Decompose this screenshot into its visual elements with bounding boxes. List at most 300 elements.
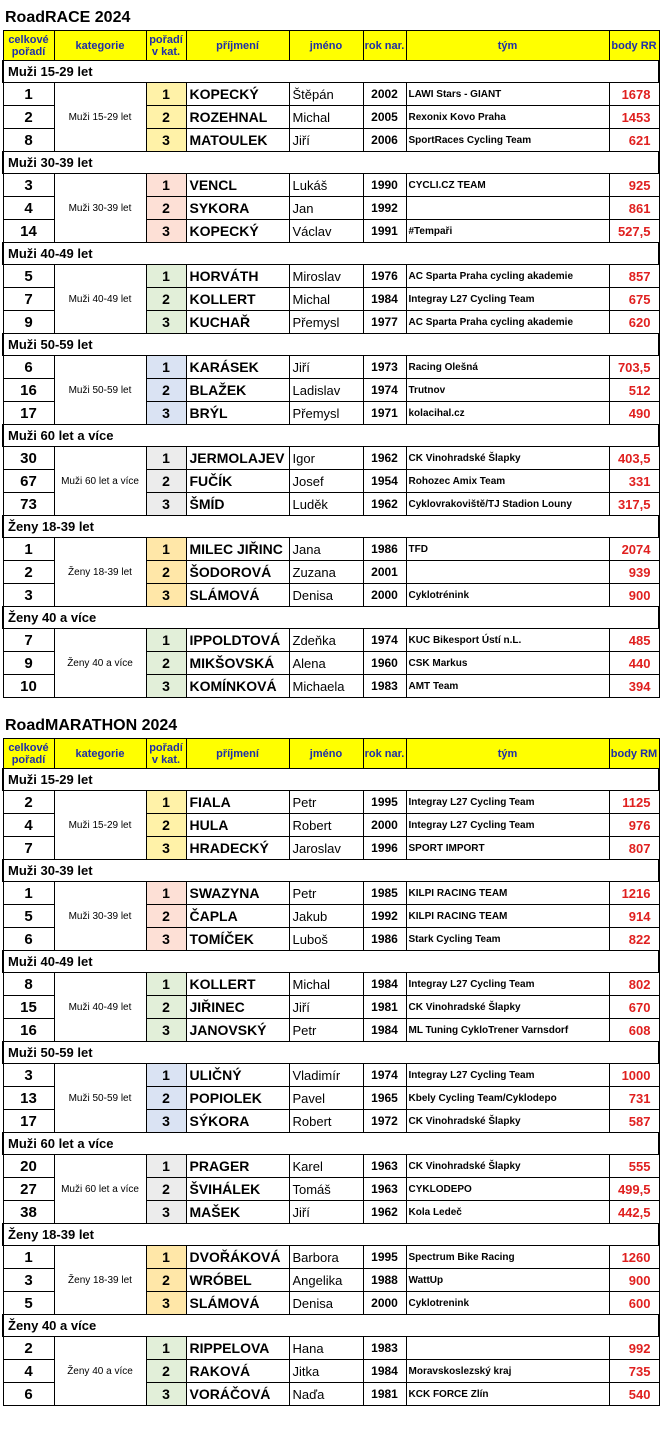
team: CYKLODEPO (406, 1178, 609, 1201)
category-rank: 2 (146, 1087, 186, 1110)
points: 512 (609, 379, 659, 402)
points: 394 (609, 675, 659, 698)
category-title: Muži 40-49 let (3, 951, 659, 973)
overall-position: 6 (3, 928, 54, 951)
table-row (3, 882, 659, 905)
category-title: Muži 30-39 let (3, 152, 659, 174)
team: Rexonix Kovo Praha (406, 106, 609, 129)
team: Moravskoslezský kraj (406, 1360, 609, 1383)
surname: KOMÍNKOVÁ (186, 675, 289, 698)
team: SportRaces Cycling Team (406, 129, 609, 152)
table-row (3, 265, 659, 288)
team (406, 197, 609, 220)
header-points: body RR (609, 31, 659, 61)
overall-position: 10 (3, 675, 54, 698)
points: 331 (609, 470, 659, 493)
category-cell: Muži 40-49 let (54, 265, 146, 334)
first-name: Ladislav (289, 379, 363, 402)
overall-position: 4 (3, 1360, 54, 1383)
first-name: Tomáš (289, 1178, 363, 1201)
birth-year: 1988 (363, 1269, 406, 1292)
header-team: tým (406, 739, 609, 769)
points: 608 (609, 1019, 659, 1042)
overall-position: 13 (3, 1087, 54, 1110)
header-overall: celkové pořadí (3, 739, 54, 769)
overall-position: 17 (3, 402, 54, 425)
first-name: Jiří (289, 129, 363, 152)
points: 317,5 (609, 493, 659, 516)
first-name: Michal (289, 973, 363, 996)
points: 540 (609, 1383, 659, 1406)
category-rank: 2 (146, 1269, 186, 1292)
category-rank: 2 (146, 1178, 186, 1201)
surname: SYKORA (186, 197, 289, 220)
category-rank: 3 (146, 584, 186, 607)
category-rank: 2 (146, 470, 186, 493)
surname: JIŘINEC (186, 996, 289, 1019)
team: Trutnov (406, 379, 609, 402)
overall-position: 2 (3, 791, 54, 814)
first-name: Miroslav (289, 265, 363, 288)
table-row (3, 1337, 659, 1360)
category-title: Muži 60 let a více (3, 425, 659, 447)
overall-position: 8 (3, 973, 54, 996)
team: CSK Markus (406, 652, 609, 675)
birth-year: 1984 (363, 1360, 406, 1383)
birth-year: 1990 (363, 174, 406, 197)
category-rank: 1 (146, 538, 186, 561)
overall-position: 4 (3, 814, 54, 837)
points: 403,5 (609, 447, 659, 470)
surname: POPIOLEK (186, 1087, 289, 1110)
birth-year: 2005 (363, 106, 406, 129)
category-title: Muži 50-59 let (3, 334, 659, 356)
birth-year: 1971 (363, 402, 406, 425)
points: 587 (609, 1110, 659, 1133)
team: Cyklotrenink (406, 1292, 609, 1315)
surname: DVOŘÁKOVÁ (186, 1246, 289, 1269)
points: 802 (609, 973, 659, 996)
team: AC Sparta Praha cycling akademie (406, 311, 609, 334)
surname: PRAGER (186, 1155, 289, 1178)
overall-position: 2 (3, 561, 54, 584)
category-cell: Muži 30-39 let (54, 882, 146, 951)
category-rank: 2 (146, 996, 186, 1019)
category-rank: 3 (146, 311, 186, 334)
birth-year: 2000 (363, 584, 406, 607)
header-rank: pořadí v kat. (146, 739, 186, 769)
overall-position: 3 (3, 584, 54, 607)
category-rank: 1 (146, 447, 186, 470)
category-rank: 3 (146, 220, 186, 243)
team: Racing Olešná (406, 356, 609, 379)
points: 992 (609, 1337, 659, 1360)
points: 925 (609, 174, 659, 197)
overall-position: 20 (3, 1155, 54, 1178)
team: CK Vinohradské Šlapky (406, 996, 609, 1019)
surname: MIKŠOVSKÁ (186, 652, 289, 675)
category-rank: 2 (146, 905, 186, 928)
category-rank: 2 (146, 197, 186, 220)
points: 555 (609, 1155, 659, 1178)
points: 620 (609, 311, 659, 334)
category-rank: 3 (146, 1019, 186, 1042)
points: 442,5 (609, 1201, 659, 1224)
surname: ROZEHNAL (186, 106, 289, 129)
overall-position: 2 (3, 106, 54, 129)
birth-year: 1962 (363, 493, 406, 516)
team: Rohozec Amix Team (406, 470, 609, 493)
first-name: Jana (289, 538, 363, 561)
overall-position: 2 (3, 1337, 54, 1360)
table-row (3, 629, 659, 652)
points: 914 (609, 905, 659, 928)
category-cell: Muži 15-29 let (54, 791, 146, 860)
points: 735 (609, 1360, 659, 1383)
category-rank: 1 (146, 1246, 186, 1269)
team (406, 1337, 609, 1360)
category-rank: 1 (146, 1155, 186, 1178)
category-rank: 2 (146, 561, 186, 584)
overall-position: 5 (3, 905, 54, 928)
first-name: Robert (289, 814, 363, 837)
surname: FUČÍK (186, 470, 289, 493)
points: 621 (609, 129, 659, 152)
category-title: Muži 50-59 let (3, 1042, 659, 1064)
table-row (3, 356, 659, 379)
first-name: Jiří (289, 356, 363, 379)
category-title-row (3, 1224, 659, 1246)
header-category: kategorie (54, 739, 146, 769)
category-cell: Ženy 18-39 let (54, 538, 146, 607)
surname: RIPPELOVA (186, 1337, 289, 1360)
overall-position: 1 (3, 1246, 54, 1269)
birth-year: 1962 (363, 1201, 406, 1224)
category-title-row (3, 61, 659, 83)
first-name: Jiří (289, 1201, 363, 1224)
results-table (2, 30, 660, 698)
birth-year: 1984 (363, 1019, 406, 1042)
first-name: Jaroslav (289, 837, 363, 860)
category-title: Muži 30-39 let (3, 860, 659, 882)
points: 675 (609, 288, 659, 311)
surname: MILEC JIŘINC (186, 538, 289, 561)
category-title-row (3, 1133, 659, 1155)
team: Integray L27 Cycling Team (406, 1064, 609, 1087)
birth-year: 1973 (363, 356, 406, 379)
header-rank: pořadí v kat. (146, 31, 186, 61)
category-rank: 1 (146, 973, 186, 996)
header-category: kategorie (54, 31, 146, 61)
category-rank: 1 (146, 265, 186, 288)
table-row (3, 973, 659, 996)
birth-year: 1992 (363, 905, 406, 928)
points: 900 (609, 584, 659, 607)
overall-position: 3 (3, 1064, 54, 1087)
category-rank: 3 (146, 1201, 186, 1224)
section-title: RoadMARATHON 2024 (5, 717, 178, 734)
team: Cyklotrénink (406, 584, 609, 607)
birth-year: 2006 (363, 129, 406, 152)
surname: SLÁMOVÁ (186, 1292, 289, 1315)
first-name: Karel (289, 1155, 363, 1178)
surname: SÝKORA (186, 1110, 289, 1133)
category-rank: 3 (146, 129, 186, 152)
birth-year: 1996 (363, 837, 406, 860)
team: Integray L27 Cycling Team (406, 814, 609, 837)
surname: KARÁSEK (186, 356, 289, 379)
birth-year: 1974 (363, 629, 406, 652)
points: 499,5 (609, 1178, 659, 1201)
category-rank: 3 (146, 1110, 186, 1133)
category-title: Ženy 40 a více (3, 1315, 659, 1337)
category-cell: Muži 30-39 let (54, 174, 146, 243)
overall-position: 16 (3, 379, 54, 402)
birth-year: 1984 (363, 288, 406, 311)
first-name: Lukáš (289, 174, 363, 197)
points: 490 (609, 402, 659, 425)
category-rank: 1 (146, 1064, 186, 1087)
overall-position: 38 (3, 1201, 54, 1224)
first-name: Petr (289, 882, 363, 905)
points: 1260 (609, 1246, 659, 1269)
birth-year: 1981 (363, 1383, 406, 1406)
category-rank: 2 (146, 1360, 186, 1383)
first-name: Přemysl (289, 402, 363, 425)
first-name: Josef (289, 470, 363, 493)
category-rank: 1 (146, 83, 186, 106)
first-name: Luděk (289, 493, 363, 516)
birth-year: 1995 (363, 791, 406, 814)
table-row (3, 538, 659, 561)
table-row (3, 447, 659, 470)
overall-position: 9 (3, 311, 54, 334)
points: 939 (609, 561, 659, 584)
surname: MATOULEK (186, 129, 289, 152)
category-rank: 1 (146, 629, 186, 652)
surname: BLAŽEK (186, 379, 289, 402)
first-name: Michal (289, 288, 363, 311)
category-rank: 3 (146, 928, 186, 951)
birth-year: 1963 (363, 1155, 406, 1178)
category-title-row (3, 951, 659, 973)
birth-year: 2002 (363, 83, 406, 106)
overall-position: 7 (3, 629, 54, 652)
surname: KUCHAŘ (186, 311, 289, 334)
category-title: Muži 60 let a více (3, 1133, 659, 1155)
team: KILPI RACING TEAM (406, 882, 609, 905)
points: 822 (609, 928, 659, 951)
overall-position: 73 (3, 493, 54, 516)
surname: BRÝL (186, 402, 289, 425)
overall-position: 27 (3, 1178, 54, 1201)
surname: SWAZYNA (186, 882, 289, 905)
overall-position: 16 (3, 1019, 54, 1042)
category-title-row (3, 1042, 659, 1064)
category-rank: 3 (146, 402, 186, 425)
category-rank: 2 (146, 652, 186, 675)
birth-year: 1983 (363, 675, 406, 698)
points: 976 (609, 814, 659, 837)
category-rank: 1 (146, 174, 186, 197)
team: TFD (406, 538, 609, 561)
surname: WRÓBEL (186, 1269, 289, 1292)
birth-year: 1991 (363, 220, 406, 243)
team: KCK FORCE Zlín (406, 1383, 609, 1406)
team: KILPI RACING TEAM (406, 905, 609, 928)
points: 440 (609, 652, 659, 675)
first-name: Denisa (289, 1292, 363, 1315)
overall-position: 17 (3, 1110, 54, 1133)
overall-position: 14 (3, 220, 54, 243)
points: 1453 (609, 106, 659, 129)
birth-year: 1960 (363, 652, 406, 675)
team: Spectrum Bike Racing (406, 1246, 609, 1269)
first-name: Jitka (289, 1360, 363, 1383)
overall-position: 6 (3, 356, 54, 379)
birth-year: 1981 (363, 996, 406, 1019)
points: 857 (609, 265, 659, 288)
category-title-row (3, 769, 659, 791)
surname: ČAPLA (186, 905, 289, 928)
team: CK Vinohradské Šlapky (406, 447, 609, 470)
team: LAWI Stars - GIANT (406, 83, 609, 106)
birth-year: 2000 (363, 1292, 406, 1315)
birth-year: 1986 (363, 538, 406, 561)
table-row (3, 83, 659, 106)
first-name: Jiří (289, 996, 363, 1019)
overall-position: 1 (3, 538, 54, 561)
category-title: Ženy 40 a více (3, 607, 659, 629)
overall-position: 4 (3, 197, 54, 220)
overall-position: 6 (3, 1383, 54, 1406)
team: Integray L27 Cycling Team (406, 791, 609, 814)
category-rank: 2 (146, 814, 186, 837)
birth-year: 1965 (363, 1087, 406, 1110)
team: Stark Cycling Team (406, 928, 609, 951)
first-name: Michaela (289, 675, 363, 698)
first-name: Alena (289, 652, 363, 675)
first-name: Pavel (289, 1087, 363, 1110)
birth-year: 1984 (363, 973, 406, 996)
category-title: Muži 15-29 let (3, 769, 659, 791)
overall-position: 8 (3, 129, 54, 152)
overall-position: 9 (3, 652, 54, 675)
category-title-row (3, 243, 659, 265)
first-name: Zuzana (289, 561, 363, 584)
section-title: RoadRACE 2024 (5, 9, 131, 26)
birth-year: 1954 (363, 470, 406, 493)
surname: MAŠEK (186, 1201, 289, 1224)
team: #Tempaři (406, 220, 609, 243)
birth-year: 1985 (363, 882, 406, 905)
first-name: Přemysl (289, 311, 363, 334)
category-cell: Muži 50-59 let (54, 1064, 146, 1133)
surname: KOPECKÝ (186, 83, 289, 106)
surname: KOLLERT (186, 973, 289, 996)
category-rank: 3 (146, 493, 186, 516)
overall-position: 5 (3, 265, 54, 288)
team: CK Vinohradské Šlapky (406, 1110, 609, 1133)
category-title: Ženy 18-39 let (3, 516, 659, 538)
birth-year: 1974 (363, 379, 406, 402)
team: SPORT IMPORT (406, 837, 609, 860)
header-name: jméno (289, 31, 363, 61)
first-name: Barbora (289, 1246, 363, 1269)
points: 1125 (609, 791, 659, 814)
header-year: rok nar. (363, 31, 406, 61)
birth-year: 1995 (363, 1246, 406, 1269)
birth-year: 1977 (363, 311, 406, 334)
overall-position: 1 (3, 882, 54, 905)
surname: HORVÁTH (186, 265, 289, 288)
team: kolacihal.cz (406, 402, 609, 425)
category-rank: 3 (146, 675, 186, 698)
first-name: Denisa (289, 584, 363, 607)
category-cell: Muži 15-29 let (54, 83, 146, 152)
birth-year: 1974 (363, 1064, 406, 1087)
category-cell: Muži 60 let a více (54, 1155, 146, 1224)
team: Integray L27 Cycling Team (406, 973, 609, 996)
category-rank: 1 (146, 882, 186, 905)
overall-position: 7 (3, 288, 54, 311)
first-name: Hana (289, 1337, 363, 1360)
points: 1678 (609, 83, 659, 106)
table-row (3, 1246, 659, 1269)
birth-year: 1972 (363, 1110, 406, 1133)
category-title-row (3, 152, 659, 174)
first-name: Michal (289, 106, 363, 129)
first-name: Robert (289, 1110, 363, 1133)
birth-year: 2000 (363, 814, 406, 837)
birth-year: 1983 (363, 1337, 406, 1360)
points: 731 (609, 1087, 659, 1110)
first-name: Václav (289, 220, 363, 243)
first-name: Petr (289, 791, 363, 814)
category-rank: 2 (146, 288, 186, 311)
first-name: Luboš (289, 928, 363, 951)
category-rank: 1 (146, 356, 186, 379)
points: 861 (609, 197, 659, 220)
category-title: Muži 40-49 let (3, 243, 659, 265)
table-row (3, 174, 659, 197)
first-name: Štěpán (289, 83, 363, 106)
overall-position: 3 (3, 1269, 54, 1292)
points: 1216 (609, 882, 659, 905)
overall-position: 7 (3, 837, 54, 860)
category-cell: Ženy 18-39 let (54, 1246, 146, 1315)
birth-year: 1962 (363, 447, 406, 470)
birth-year: 2001 (363, 561, 406, 584)
surname: VORÁČOVÁ (186, 1383, 289, 1406)
table-row (3, 1064, 659, 1087)
team: Kola Ledeč (406, 1201, 609, 1224)
points: 807 (609, 837, 659, 860)
surname: VENCL (186, 174, 289, 197)
category-title-row (3, 607, 659, 629)
first-name: Igor (289, 447, 363, 470)
category-title-row (3, 516, 659, 538)
surname: KOPECKÝ (186, 220, 289, 243)
points: 900 (609, 1269, 659, 1292)
surname: ULIČNÝ (186, 1064, 289, 1087)
team: Cyklovrakoviště/TJ Stadion Louny (406, 493, 609, 516)
team: WattUp (406, 1269, 609, 1292)
points: 600 (609, 1292, 659, 1315)
first-name: Vladimír (289, 1064, 363, 1087)
category-cell: Ženy 40 a více (54, 629, 146, 698)
points: 1000 (609, 1064, 659, 1087)
